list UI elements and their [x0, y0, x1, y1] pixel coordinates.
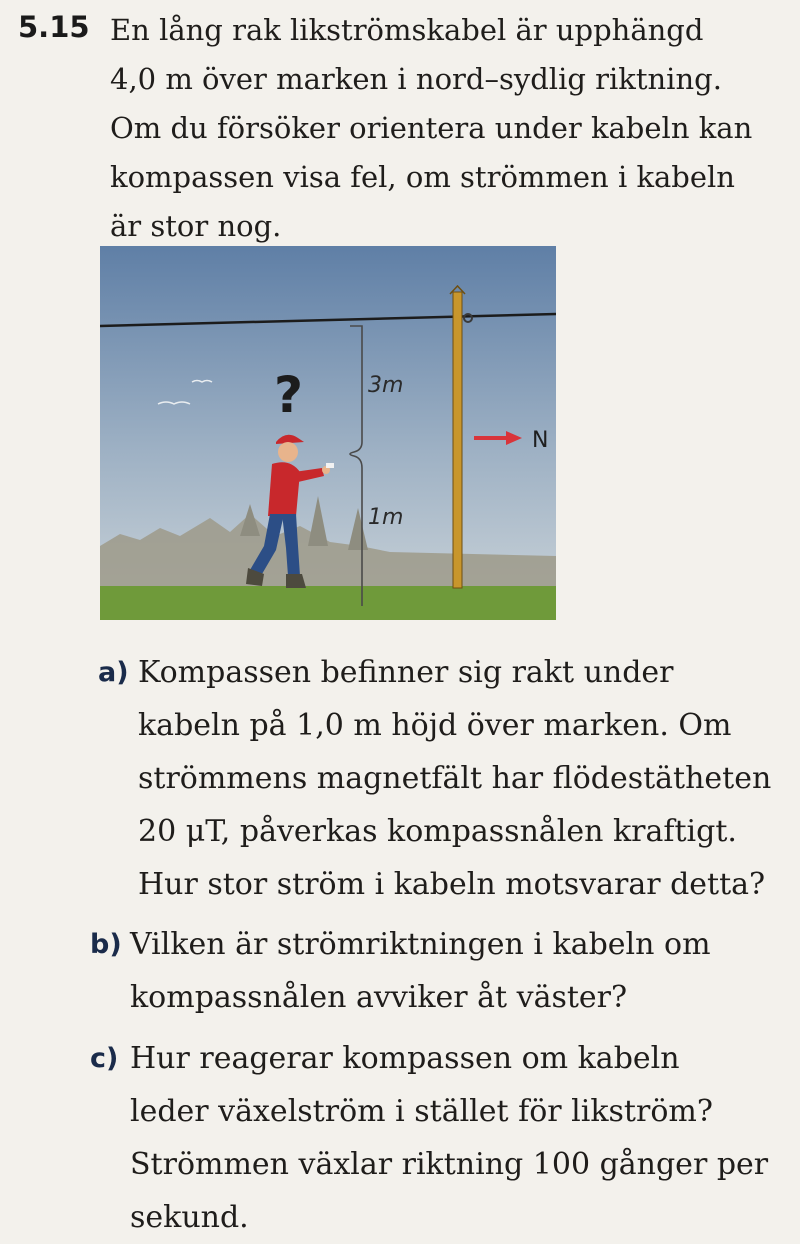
question-line: Kompassen befinner sig rakt under	[138, 655, 674, 690]
problem-number: 5.15	[18, 10, 90, 44]
intro-line: 4,0 m över marken i nord–sydlig riktning.	[110, 62, 722, 96]
intro-line: kompassen visa fel, om strömmen i kabeln	[110, 160, 735, 194]
question-line: Hur reagerar kompassen om kabeln	[130, 1041, 680, 1076]
question-label: c)	[90, 1043, 119, 1074]
question-line: kompassnålen avviker åt väster?	[130, 980, 628, 1015]
question-line: leder växelström i stället för likström?	[130, 1094, 713, 1129]
question-c	[90, 1032, 800, 1244]
question-line: Strömmen växlar riktning 100 gånger per	[130, 1147, 769, 1182]
question-label: a)	[98, 657, 129, 688]
ground	[100, 586, 556, 620]
illustration-svg	[100, 246, 556, 620]
cable-illustration	[100, 246, 556, 620]
power-pole	[453, 292, 462, 588]
north-label: N	[532, 428, 549, 453]
question-line: strömmens magnetfält har flödestätheten	[138, 761, 772, 796]
question-line: Vilken är strömriktningen i kabeln om	[130, 927, 711, 962]
question-a	[98, 646, 800, 911]
question-line: kabeln på 1,0 m höjd över marken. Om	[138, 708, 732, 743]
question-b	[90, 918, 800, 1024]
label-3m: 3m	[368, 373, 404, 398]
intro-line: Om du försöker orientera under kabeln kan	[110, 111, 753, 145]
compass-icon	[326, 463, 334, 468]
label-1m: 1m	[368, 505, 404, 530]
question-line: Hur stor ström i kabeln motsvarar detta?	[138, 867, 766, 902]
question-label: b)	[90, 929, 122, 960]
question-line: sekund.	[130, 1200, 249, 1235]
problem-intro	[110, 6, 770, 251]
question-mark: ?	[274, 366, 304, 424]
intro-line: är stor nog.	[110, 209, 282, 243]
intro-line: En lång rak likströmskabel är upphängd	[110, 13, 704, 47]
question-line: 20 μT, påverkas kompassnålen kraftigt.	[138, 814, 737, 849]
